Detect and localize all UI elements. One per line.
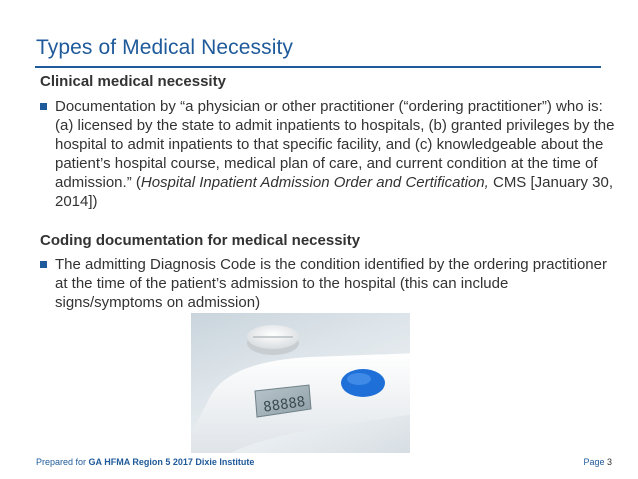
page-number: 3 [606, 457, 612, 467]
bullet-clinical-definition [40, 97, 615, 211]
organization-name: GA HFMA Region 5 2017 Dixie Institute [88, 457, 255, 467]
section-heading-coding: Coding documentation for medical necessity [40, 232, 361, 249]
prepared-for-label: Prepared for [36, 457, 89, 467]
title-divider [35, 66, 601, 68]
bullet-body: Documentation by “a physician or other practitioner (“ordering practitioner”) who is: (a) licensed by the state to admit inpatients to hospitals, (b) granted privileges by the hospital to admit inpatients to that specific facility, and (c) knowledgeable about the patient’s hospital course, medical plan of care, and current condition at the time of admission.” ( [55, 98, 615, 191]
square-bullet-icon [40, 103, 47, 110]
thermometer-photo [191, 313, 410, 453]
citation-source: CMS [January 30, 2014]) [55, 174, 614, 210]
slide-title: Types of Medical Necessity [36, 36, 294, 59]
bullet-text [55, 97, 615, 211]
bullet-coding-definition [40, 255, 615, 312]
footer-prepared-for [36, 457, 254, 467]
svg-text:88888: 88888 [262, 393, 307, 416]
section-heading-clinical: Clinical medical necessity [40, 73, 226, 90]
square-bullet-icon [40, 261, 47, 268]
page-label: Page [583, 457, 607, 467]
citation-title: Hospital Inpatient Admission Order and Certification, [140, 174, 489, 191]
footer-page-number [583, 457, 612, 467]
bullet-text: The admitting Diagnosis Code is the condition identified by the ordering practitioner at the time of the patient’s admission to the hospital (this can include signs/symptoms on admission) [55, 256, 607, 311]
thermometer-and-pill-image [191, 313, 410, 453]
